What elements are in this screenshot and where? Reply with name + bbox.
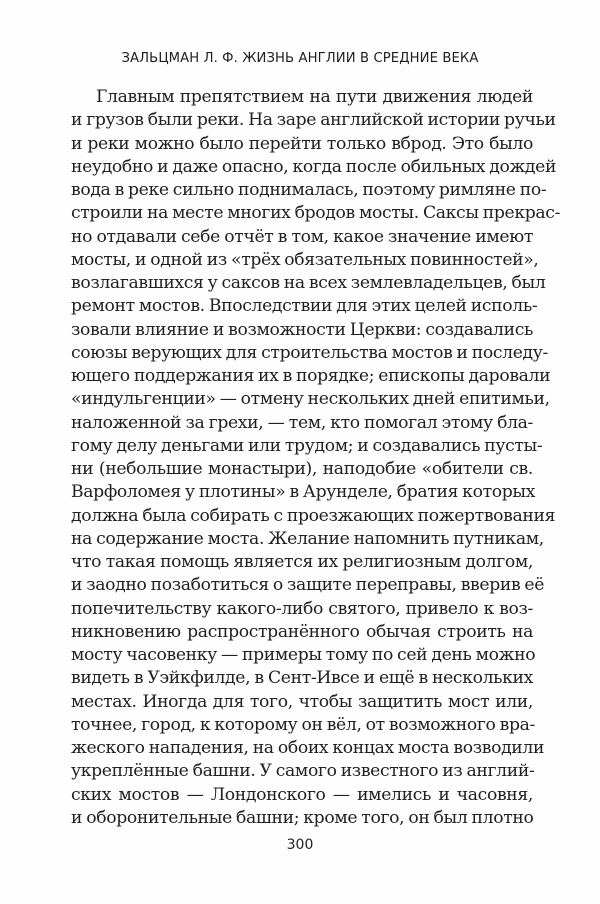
text-line: ни (небольшие монастыри), наподобие «обители св. bbox=[71, 459, 533, 479]
text-line: мосту часовенку — примеры тому по сей день можно bbox=[71, 645, 536, 665]
running-header: ЗАЛЬЦМАН Л. Ф. ЖИЗНЬ АНГЛИИ В СРЕДНИЕ ВЕКА bbox=[121, 51, 479, 66]
text-line: жеского нападения, на обоих концах моста возводили bbox=[71, 738, 545, 758]
text-line: должна была собирать с проезжающих пожертвования bbox=[71, 505, 556, 526]
text-line: строили на месте многих бродов мосты. Саксы прекрас- bbox=[71, 203, 561, 224]
text-line: и реки можно было перейти только вброд. Это было bbox=[71, 133, 533, 154]
text-line: ремонт мостов. Впоследствии для этих целей исполь- bbox=[71, 296, 538, 317]
text-line: и заодно позаботиться о защите переправы, вверив её bbox=[71, 575, 545, 596]
body-paragraph bbox=[71, 86, 561, 830]
page-number: 300 bbox=[286, 837, 314, 853]
text-line: на содержание моста. Желание напомнить путникам, bbox=[71, 528, 544, 549]
text-line: Главным препятствием на пути движения людей bbox=[96, 87, 533, 107]
text-line: союзы верующих для строительства мостов и последу- bbox=[71, 342, 548, 363]
text-line: что такая помощь является их религиозным долгом, bbox=[71, 552, 533, 572]
text-line: «индульгенции» — отмену нескольких дней епитимьи, bbox=[71, 389, 550, 410]
text-line: ющего поддержания их в порядке; епископы даровали bbox=[71, 366, 551, 386]
text-line: зовали влияние и возможности Церкви: создавались bbox=[71, 319, 533, 340]
text-line: мосты, и одной из «трёх обязательных повинностей», bbox=[71, 249, 539, 270]
text-line: видеть в Уэйкфилде, в Сент-Ивсе и ещё в нескольких bbox=[71, 668, 533, 689]
text-line: Варфоломея у плотины» в Арунделе, братия которых bbox=[71, 482, 536, 503]
text-line: местах. Иногда для того, чтобы защитить мост или, bbox=[71, 691, 533, 712]
text-line: неудобно и даже опасно, когда после обильных дождей bbox=[71, 156, 557, 177]
text-line: укреплённые башни. У самого известного из англий- bbox=[71, 761, 535, 782]
text-line: и грузов были реки. На заре английской истории ручьи bbox=[71, 110, 556, 131]
text-line: ских мостов — Лондонского — имелись и часовня, bbox=[71, 784, 533, 805]
text-line: вода в реке сильно поднималась, поэтому римляне по- bbox=[71, 180, 547, 200]
text-line: возлагавшихся у саксов на всех землевладельцев, был bbox=[71, 273, 546, 293]
text-line: попечительству какого-либо святого, привело к воз- bbox=[71, 598, 533, 619]
text-line: наложенной за грехи, — тем, кто помогал этому бла- bbox=[71, 412, 533, 433]
text-line: гому делу деньгами или трудом; и создавались пусты- bbox=[71, 435, 543, 456]
text-line: точнее, город, к которому он вёл, от возможного вра- bbox=[71, 714, 535, 735]
text-line: но отдавали себе отчёт в том, какое значение имеют bbox=[71, 226, 533, 247]
text-line: и оборонительные башни; кроме того, он был плотно bbox=[71, 807, 534, 828]
text-line: никновению распространённого обычая строить на bbox=[71, 621, 533, 642]
